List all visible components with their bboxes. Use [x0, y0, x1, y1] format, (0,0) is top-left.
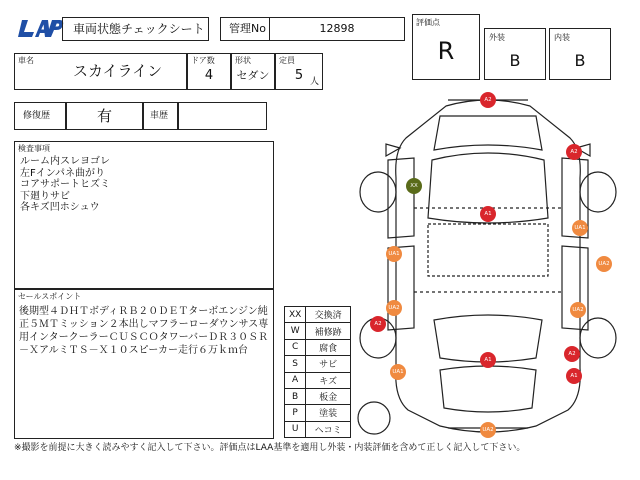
footer-note: ※撮影を前提に大きく読みやすく記入して下さい。評価点はLAA基準を適用し外装・内装評価を含めて正しく記入して下さい。	[14, 443, 526, 453]
door-count-label: ドア数	[191, 56, 215, 65]
interior-grade-label: 内装	[554, 33, 570, 42]
legend-meaning: キズ	[306, 372, 351, 388]
damage-mark: UA1	[386, 246, 402, 262]
legend-row	[285, 405, 351, 421]
capacity-unit: 人	[309, 77, 319, 87]
inspection-line: コアサポートヒズミ	[20, 179, 110, 190]
legend-code: W	[285, 323, 306, 339]
damage-legend	[284, 306, 351, 438]
body-shape-value: セダン	[236, 69, 270, 82]
legend-code: S	[285, 356, 306, 372]
door-count-value: 4	[204, 68, 214, 83]
capacity-label: 定員	[279, 56, 295, 65]
body-shape-cell	[231, 53, 275, 90]
legend-meaning: 交換済	[306, 307, 351, 323]
legend-row	[285, 388, 351, 404]
body-shape-label: 形状	[235, 56, 251, 65]
interior-grade-box	[549, 28, 611, 80]
legend-meaning: 補修跡	[306, 323, 351, 339]
overall-grade-label: 評価点	[416, 18, 440, 27]
inspection-label: 検査事項	[18, 144, 50, 153]
legend-row	[285, 356, 351, 372]
damage-mark: A2	[566, 144, 582, 160]
legend-row	[285, 421, 351, 437]
management-number-value: 12898	[269, 17, 405, 41]
exterior-grade-value: B	[509, 51, 521, 70]
repair-history-label: 修復歴	[14, 102, 66, 130]
damage-mark: UA2	[386, 300, 402, 316]
capacity-value: 5	[294, 68, 304, 83]
legend-meaning: 板金	[306, 388, 351, 404]
vehicle-history-label: 車歴	[143, 102, 178, 130]
car-damage-diagram	[356, 88, 630, 440]
inspection-line: 左Fインパネ曲がり	[20, 167, 106, 179]
car-outline-svg	[356, 88, 630, 440]
legend-meaning: ヘコミ	[306, 421, 351, 437]
legend-code: A	[285, 372, 306, 388]
damage-mark: A2	[480, 92, 496, 108]
sales-points-text: 後期型４ＤＨＴボディＲＢ２０ＤＥＴターボエンジン純正５ＭＴミッション２本出しマフラーローダウンサス専用インタークーラーＣＵＳＣＯタワーバーＤＲ３０ＳＲ－ＸアルミＴＳ－Ｘ１０スピーカー走行６万ｋｍ台	[19, 306, 269, 356]
interior-grade-value: B	[574, 51, 586, 70]
laa-logo-mark	[18, 16, 64, 40]
inspection-notes-box	[14, 141, 274, 289]
vehicle-history-value	[178, 102, 267, 130]
repair-history-value: 有	[66, 102, 143, 130]
capacity-cell	[275, 53, 323, 90]
legend-row	[285, 339, 351, 355]
car-name-label: 車名	[18, 56, 34, 65]
sales-points-label: セールスポイント	[18, 292, 82, 301]
damage-legend-table	[284, 306, 351, 438]
damage-mark: XX	[406, 178, 422, 194]
legend-row	[285, 372, 351, 388]
sheet-title: 車両状態チェックシート	[62, 17, 209, 41]
legend-code: XX	[285, 307, 306, 323]
inspection-line: ルーム内スレヨゴレ	[20, 156, 110, 167]
inspection-line: 下廻りサビ	[20, 190, 70, 202]
damage-mark: A1	[480, 352, 496, 368]
car-name-cell	[14, 53, 187, 90]
legend-meaning: サビ	[306, 356, 351, 372]
inspection-line: 各キズ凹ホシュウ	[20, 202, 100, 213]
legend-meaning: 腐食	[306, 339, 351, 355]
damage-mark: A2	[370, 316, 386, 332]
legend-row	[285, 307, 351, 323]
overall-grade-box	[412, 14, 480, 80]
exterior-grade-box	[484, 28, 546, 80]
legend-meaning: 塗装	[306, 405, 351, 421]
sales-points-box	[14, 289, 274, 439]
damage-mark: UA1	[572, 220, 588, 236]
legend-row	[285, 323, 351, 339]
legend-code: U	[285, 421, 306, 437]
legend-code: P	[285, 405, 306, 421]
inspection-lines	[20, 156, 110, 214]
damage-mark: UA2	[596, 256, 612, 272]
overall-grade-value: R	[437, 37, 455, 65]
management-number-label: 管理No	[220, 17, 270, 41]
car-name-value: スカイライン	[73, 62, 163, 80]
door-count-cell	[187, 53, 231, 90]
damage-mark: UA2	[570, 302, 586, 318]
damage-mark: UA2	[480, 422, 496, 438]
legend-code: C	[285, 339, 306, 355]
damage-mark: A2	[564, 346, 580, 362]
damage-mark: UA1	[390, 364, 406, 380]
damage-mark: A1	[480, 206, 496, 222]
legend-code: B	[285, 388, 306, 404]
laa-logo	[18, 16, 64, 40]
damage-mark: A1	[566, 368, 582, 384]
exterior-grade-label: 外装	[489, 33, 505, 42]
